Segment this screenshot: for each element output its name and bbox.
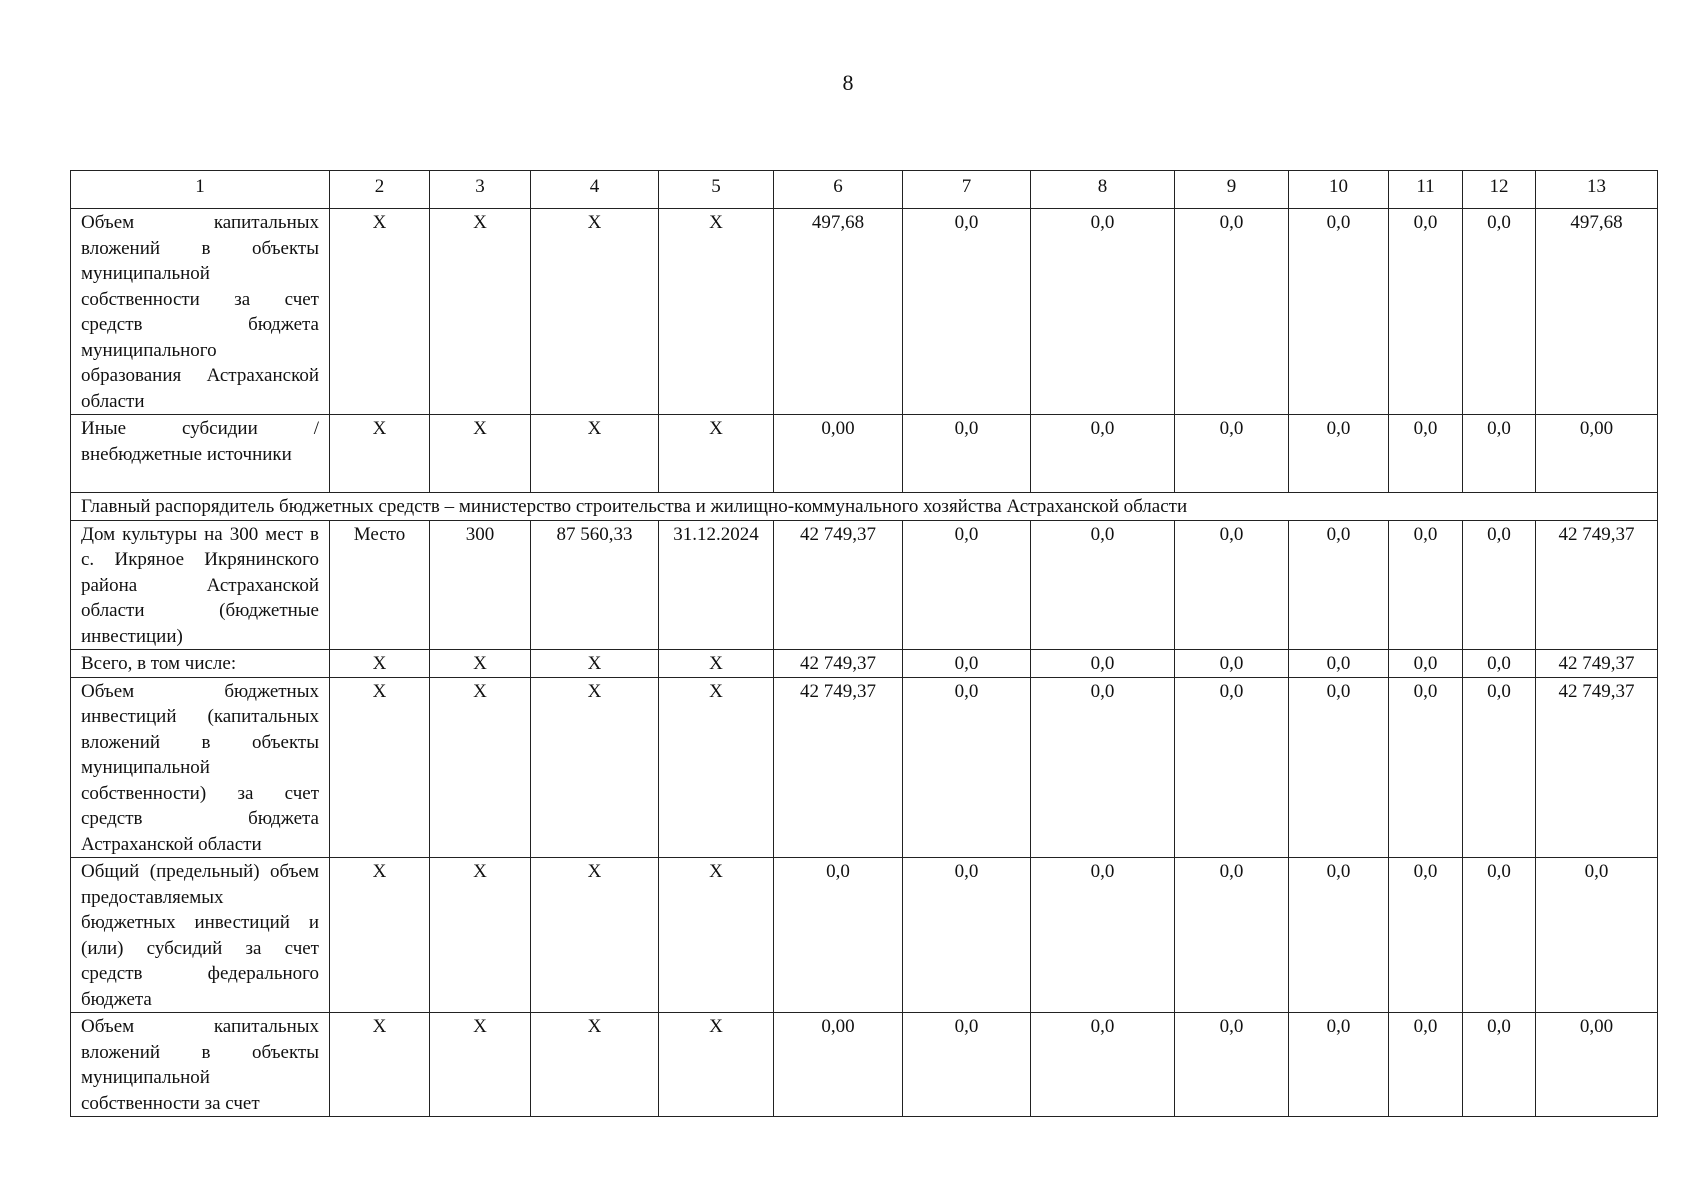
- value-cell: 0,0: [1031, 209, 1175, 415]
- header-cell: 6: [774, 171, 903, 209]
- value-cell: 0,0: [1463, 858, 1536, 1013]
- value-cell: 31.12.2024: [659, 520, 774, 650]
- value-cell: 0,0: [1175, 1013, 1289, 1117]
- value-cell: 0,0: [903, 520, 1031, 650]
- value-cell: 0,0: [1175, 677, 1289, 858]
- value-cell: 497,68: [774, 209, 903, 415]
- table-row: [71, 677, 1658, 858]
- row-label: Всего, в том числе:: [71, 650, 330, 678]
- value-cell: 0,0: [1463, 650, 1536, 678]
- value-cell: 0,00: [774, 1013, 903, 1117]
- header-cell: 7: [903, 171, 1031, 209]
- value-cell: 0,0: [903, 209, 1031, 415]
- value-cell: 0,0: [1289, 209, 1389, 415]
- value-cell: X: [330, 1013, 430, 1117]
- value-cell: 0,0: [1389, 520, 1463, 650]
- value-cell: 0,0: [903, 415, 1031, 493]
- header-cell: 9: [1175, 171, 1289, 209]
- value-cell: 0,0: [1031, 858, 1175, 1013]
- row-label: Иные субсидии / внебюджетные источники: [71, 415, 330, 493]
- row-label: Дом культуры на 300 мест в с. Икряное Икрянинского района Астраханской области (бюджетные инвестиции): [71, 520, 330, 650]
- value-cell: X: [531, 1013, 659, 1117]
- value-cell: X: [659, 415, 774, 493]
- value-cell: 0,0: [1175, 650, 1289, 678]
- value-cell: 0,0: [1389, 1013, 1463, 1117]
- value-cell: 0,0: [1175, 415, 1289, 493]
- value-cell: 0,0: [1175, 858, 1289, 1013]
- value-cell: X: [430, 209, 531, 415]
- value-cell: 0,0: [1175, 520, 1289, 650]
- value-cell: X: [659, 677, 774, 858]
- value-cell: X: [330, 415, 430, 493]
- row-label: Объем капитальных вложений в объекты муниципальной собственности за счет: [71, 1013, 330, 1117]
- value-cell: 0,0: [1463, 1013, 1536, 1117]
- value-cell: 0,0: [1031, 520, 1175, 650]
- header-cell: 13: [1536, 171, 1658, 209]
- value-cell: X: [531, 650, 659, 678]
- value-cell: 0,0: [903, 677, 1031, 858]
- row-label: Общий (предельный) объем предоставляемых бюджетных инвестиций и (или) субсидий за счет средств федерального бюджета: [71, 858, 330, 1013]
- investment-table: [70, 170, 1658, 1117]
- row-label: Объем бюджетных инвестиций (капитальных вложений в объекты муниципальной собственности) за счет средств бюджета Астраханской области: [71, 677, 330, 858]
- value-cell: X: [659, 209, 774, 415]
- table-row: [71, 209, 1658, 415]
- value-cell: 0,0: [903, 1013, 1031, 1117]
- header-cell: 2: [330, 171, 430, 209]
- value-cell: X: [430, 1013, 531, 1117]
- value-cell: X: [659, 650, 774, 678]
- value-cell: X: [531, 209, 659, 415]
- value-cell: 0,0: [1463, 415, 1536, 493]
- table-row: [71, 858, 1658, 1013]
- value-cell: 87 560,33: [531, 520, 659, 650]
- header-cell: 8: [1031, 171, 1175, 209]
- value-cell: 0,0: [1289, 858, 1389, 1013]
- value-cell: 0,00: [1536, 1013, 1658, 1117]
- value-cell: X: [659, 858, 774, 1013]
- value-cell: 0,0: [1289, 650, 1389, 678]
- table-row: [71, 1013, 1658, 1117]
- value-cell: X: [330, 858, 430, 1013]
- value-cell: 42 749,37: [774, 520, 903, 650]
- value-cell: 0,0: [1463, 520, 1536, 650]
- value-cell: 0,0: [1031, 1013, 1175, 1117]
- value-cell: 42 749,37: [1536, 677, 1658, 858]
- table-body: [71, 171, 1658, 1117]
- header-cell: 4: [531, 171, 659, 209]
- value-cell: 497,68: [1536, 209, 1658, 415]
- value-cell: 0,00: [774, 415, 903, 493]
- value-cell: X: [430, 858, 531, 1013]
- header-cell: 3: [430, 171, 531, 209]
- value-cell: X: [531, 677, 659, 858]
- table-row: [71, 415, 1658, 493]
- value-cell: 0,0: [903, 858, 1031, 1013]
- value-cell: X: [330, 677, 430, 858]
- value-cell: 0,0: [774, 858, 903, 1013]
- section-heading-row: [71, 493, 1658, 521]
- value-cell: 42 749,37: [1536, 650, 1658, 678]
- value-cell: X: [430, 677, 531, 858]
- page-number: 8: [842, 70, 854, 95]
- header-cell: 11: [1389, 171, 1463, 209]
- header-cell: 5: [659, 171, 774, 209]
- header-cell: 10: [1289, 171, 1389, 209]
- value-cell: 0,0: [1536, 858, 1658, 1013]
- value-cell: X: [531, 415, 659, 493]
- value-cell: 0,0: [1175, 209, 1289, 415]
- value-cell: 0,0: [1389, 650, 1463, 678]
- value-cell: 42 749,37: [774, 650, 903, 678]
- value-cell: X: [659, 1013, 774, 1117]
- value-cell: 0,00: [1536, 415, 1658, 493]
- table-row: [71, 650, 1658, 678]
- value-cell: 0,0: [1031, 415, 1175, 493]
- value-cell: 0,0: [1389, 858, 1463, 1013]
- value-cell: 0,0: [1289, 1013, 1389, 1117]
- row-label: Объем капитальных вложений в объекты муниципальной собственности за счет средств бюджета муниципального образования Астраханской области: [71, 209, 330, 415]
- table-row: [71, 520, 1658, 650]
- value-cell: X: [430, 415, 531, 493]
- header-cell: 1: [71, 171, 330, 209]
- value-cell: 0,0: [1289, 677, 1389, 858]
- value-cell: 0,0: [1389, 415, 1463, 493]
- value-cell: 0,0: [1031, 650, 1175, 678]
- value-cell: X: [531, 858, 659, 1013]
- value-cell: 42 749,37: [774, 677, 903, 858]
- value-cell: 42 749,37: [1536, 520, 1658, 650]
- section-heading: Главный распорядитель бюджетных средств – министерство строительства и жилищно-коммунального хозяйства Астраханской области: [71, 493, 1658, 521]
- value-cell: 0,0: [1389, 677, 1463, 858]
- value-cell: Место: [330, 520, 430, 650]
- table-header-row: [71, 171, 1658, 209]
- value-cell: 0,0: [903, 650, 1031, 678]
- value-cell: 300: [430, 520, 531, 650]
- header-cell: 12: [1463, 171, 1536, 209]
- value-cell: 0,0: [1289, 415, 1389, 493]
- value-cell: X: [330, 650, 430, 678]
- value-cell: 0,0: [1031, 677, 1175, 858]
- value-cell: 0,0: [1289, 520, 1389, 650]
- value-cell: X: [430, 650, 531, 678]
- value-cell: X: [330, 209, 430, 415]
- value-cell: 0,0: [1463, 677, 1536, 858]
- value-cell: 0,0: [1463, 209, 1536, 415]
- value-cell: 0,0: [1389, 209, 1463, 415]
